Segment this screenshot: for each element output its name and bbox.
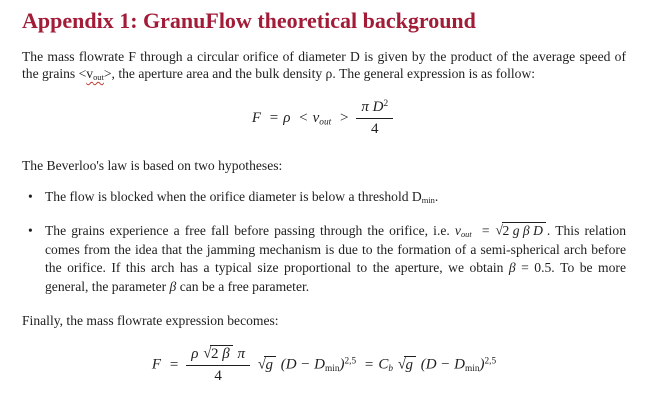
math-beta: β [222, 346, 230, 362]
general-expression-formula [22, 96, 626, 142]
math-exponent: 2 [383, 98, 389, 109]
vout-subscript: out [93, 72, 104, 83]
radical-sign: √ [203, 345, 212, 362]
radicand-coefficient: 2 [210, 346, 223, 362]
right-angle-bracket: > [339, 110, 349, 127]
bullet1-period: . [434, 188, 439, 204]
math-beta: β [508, 260, 516, 275]
hypothesis-item-2 [45, 222, 626, 296]
equals-sign: = [481, 223, 490, 238]
close-paren: ) [339, 356, 345, 373]
radical-sign: √ [397, 356, 406, 373]
inline-vout-equation [455, 223, 547, 238]
fraction-denominator: 4 [214, 368, 222, 385]
exponent-2-5: 2,5 [484, 356, 497, 367]
math-pi: π [361, 99, 369, 115]
equals-sign: = [269, 110, 279, 127]
math-C-subscript: b [388, 364, 393, 374]
math-v: v [312, 110, 320, 127]
final-flowrate-formula [22, 339, 626, 389]
intro-text-after: >, the aperture area and the bulk density ρ. The general expression is as follow: [103, 66, 536, 81]
bullet2-text-1: The grains experience a free fall before passing through the orifice, i.e. [45, 223, 450, 238]
math-F: F [151, 356, 162, 373]
radicand: g [264, 356, 276, 374]
math-group-D-minus-Dmin: (D − D [420, 356, 466, 373]
radicand: g [404, 356, 416, 374]
exponent-2-5: 2,5 [344, 356, 357, 367]
math-v-subscript: out [460, 229, 472, 240]
square-root [398, 356, 416, 374]
bullet2-text-2: . This relation comes from the idea that the jamming mechanism is due to the formation of a semi-spherical arch before the orifice. If this arch has a typical size proportional to the aperture, we obtain [45, 223, 627, 275]
hypothesis-item-1 [45, 188, 626, 207]
math-v: v [454, 223, 461, 238]
equals-sign: = [169, 356, 179, 373]
math-rho: ρ [283, 110, 291, 127]
fraction [186, 345, 250, 386]
radicand [210, 345, 233, 363]
math-beta: β [169, 278, 177, 294]
bullet2-text-3: = 0.5. To be more general, the parameter [45, 260, 626, 294]
beverloo-intro-line: The Beverloo's law is based on two hypotheses: [22, 157, 283, 173]
left-angle-bracket: < [299, 110, 308, 127]
math-group-D-minus-Dmin: (D − D [280, 356, 325, 373]
fraction-numerator [186, 345, 250, 366]
math-C: C [378, 356, 389, 373]
square-root [258, 356, 276, 374]
square-root [203, 345, 232, 363]
fraction-denominator: 4 [371, 121, 379, 138]
math-pi: π [237, 346, 245, 362]
math-F: F [251, 110, 261, 127]
dmin-subscript: min [325, 364, 340, 374]
formula-row [252, 99, 396, 139]
bullet1-text: The flow is blocked when the orifice diameter is below a threshold D [45, 188, 422, 204]
radicand-coefficient: 2 [502, 223, 513, 238]
math-rho: ρ [191, 346, 199, 362]
square-root [496, 222, 546, 241]
finally-intro-line: Finally, the mass flowrate expression becomes: [22, 313, 279, 328]
bullet1-dmin-subscript: min [421, 194, 435, 205]
fraction-numerator [356, 99, 393, 119]
formula-row [152, 345, 496, 386]
equals-sign: = [364, 356, 374, 373]
bullet2-text-4: can be a free parameter. [179, 278, 310, 294]
math-D: D [372, 99, 384, 115]
radical-sign: √ [257, 356, 266, 373]
intro-text-before: The mass flowrate F through a circular orifice of diameter D is given by the product of the average speed of the grains < [22, 49, 626, 81]
math-v-subscript: out [319, 117, 332, 128]
radicand [502, 222, 546, 238]
vout-symbol: v [86, 66, 94, 81]
fraction [356, 99, 393, 139]
radical-sign: √ [495, 222, 504, 238]
vout-spellchecked-term [86, 66, 104, 81]
hypotheses-list [22, 188, 626, 297]
radicand-variables: g β D [512, 223, 543, 238]
intro-paragraph [22, 48, 626, 82]
page-title: Appendix 1: GranuFlow theoretical background [22, 8, 476, 33]
close-paren: ) [479, 356, 485, 373]
dmin-subscript: min [465, 364, 480, 374]
